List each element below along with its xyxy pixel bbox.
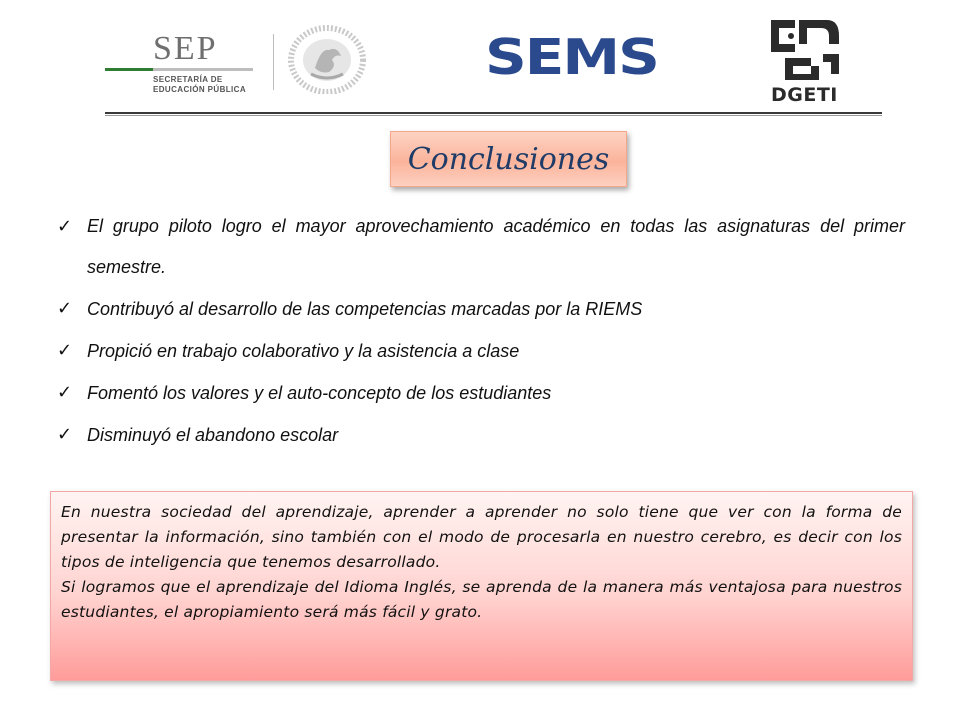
checkmark-icon: ✓ (57, 382, 73, 403)
title-banner (390, 131, 627, 187)
list-item (55, 206, 905, 288)
conclusions-list (55, 206, 905, 456)
checkmark-icon: ✓ (57, 340, 73, 361)
mexican-seal-icon (285, 22, 370, 94)
list-item-text: El grupo piloto logro el mayor aprovechamiento académico en todas las asignaturas del primer semestre. (87, 216, 905, 277)
dgeti-emblem-icon (765, 14, 845, 84)
list-item (55, 414, 905, 456)
quote-box (50, 491, 913, 681)
quote-paragraph-2: Si logramos que el aprendizaje del Idioma Inglés, se aprenda de la manera más ventajosa para nuestros estudiantes, el apropiamiento será más fácil y grato. (61, 578, 902, 621)
list-item (55, 330, 905, 372)
checkmark-icon: ✓ (57, 216, 73, 237)
list-item (55, 372, 905, 414)
list-item-text: Disminuyó el abandono escolar (87, 425, 339, 445)
sep-subtitle-line2: EDUCACIÓN PÚBLICA (153, 85, 247, 94)
list-item (55, 288, 905, 330)
sep-wordmark: SEP (153, 30, 218, 67)
header-rule (105, 112, 882, 114)
dgeti-wordmark: DGETI (771, 84, 838, 106)
sep-stripe-gray (153, 68, 253, 71)
sep-subtitle-line1: SECRETARÍA DE (153, 75, 223, 84)
checkmark-icon: ✓ (57, 298, 73, 319)
quote-paragraph-1: En nuestra sociedad del aprendizaje, aprender a aprender no solo tiene que ver con la forma de presentar la información, sino también con el modo de procesarla en nuestro cerebro, es decir con los tipos de inteligencia que tenemos desarrollado. (61, 503, 902, 571)
checkmark-icon: ✓ (57, 424, 73, 445)
sep-logo (105, 28, 255, 98)
dgeti-logo (765, 14, 845, 104)
sems-logo: SEMS (485, 28, 658, 86)
page-title: Conclusiones (407, 141, 610, 177)
sep-stripe-green (105, 68, 153, 71)
list-item-text: Propició en trabajo colaborativo y la asistencia a clase (87, 341, 520, 361)
list-item-text: Fomentó los valores y el auto-concepto de los estudiantes (87, 383, 552, 403)
header-divider (273, 34, 274, 90)
list-item-text: Contribuyó al desarrollo de las competencias marcadas por la RIEMS (87, 299, 643, 319)
header-rule-thin (105, 115, 882, 116)
